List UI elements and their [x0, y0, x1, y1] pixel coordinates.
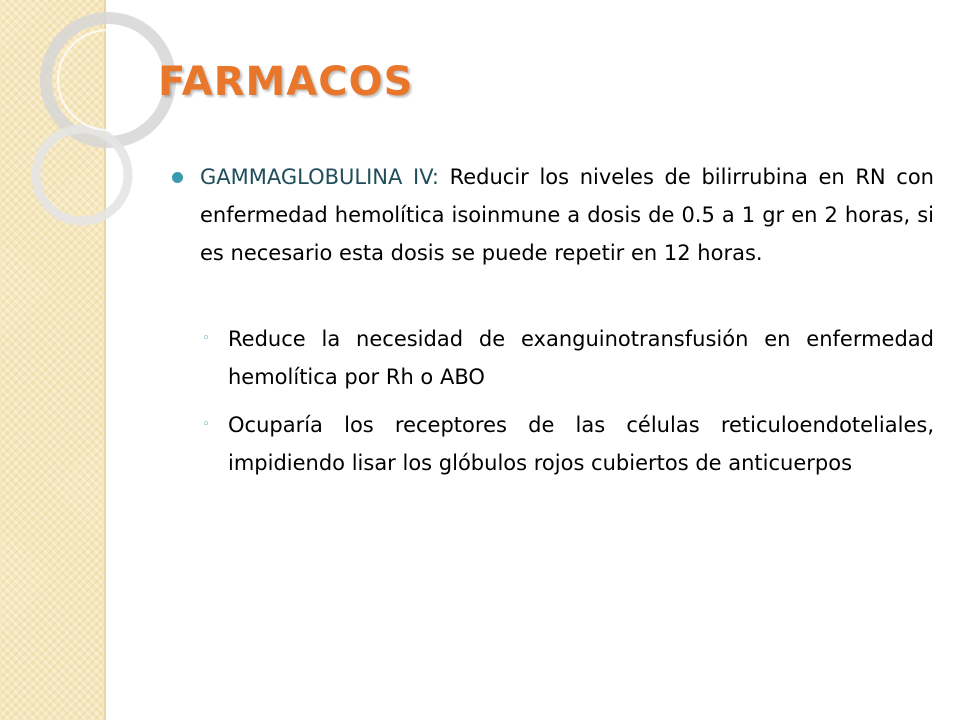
decorative-side-strip [0, 0, 104, 720]
slide-title: FARMACOS [158, 59, 414, 105]
main-bullet-item [160, 158, 934, 272]
main-item-text: Reducir los niveles de bilirrubina en RN con enfermedad hemolítica isoinmune a dosis de 0.5 a 1 gr en 2 horas, si es necesario esta dosis se puede repetir en 12 horas. [200, 165, 934, 265]
bullet-dot-icon [172, 172, 183, 183]
sub-bullet-item [160, 320, 934, 396]
decorative-divider [104, 0, 106, 720]
sub-item-text: Ocuparía los receptores de las células reticuloendoteliales, impidiendo lisar los glóbulos rojos cubiertos de anticuerpos [228, 413, 934, 475]
hollow-circle-bullet-icon: ◦ [202, 331, 210, 346]
sub-bullet-list [160, 320, 934, 482]
hollow-circle-bullet-icon: ◦ [202, 417, 210, 432]
sub-bullet-item [160, 406, 934, 482]
main-item-lead: GAMMAGLOBULINA IV: [200, 165, 439, 189]
slide-content [160, 158, 934, 492]
sub-item-text: Reduce la necesidad de exanguinotransfusión en enfermedad hemolítica por Rh o ABO [228, 327, 934, 389]
